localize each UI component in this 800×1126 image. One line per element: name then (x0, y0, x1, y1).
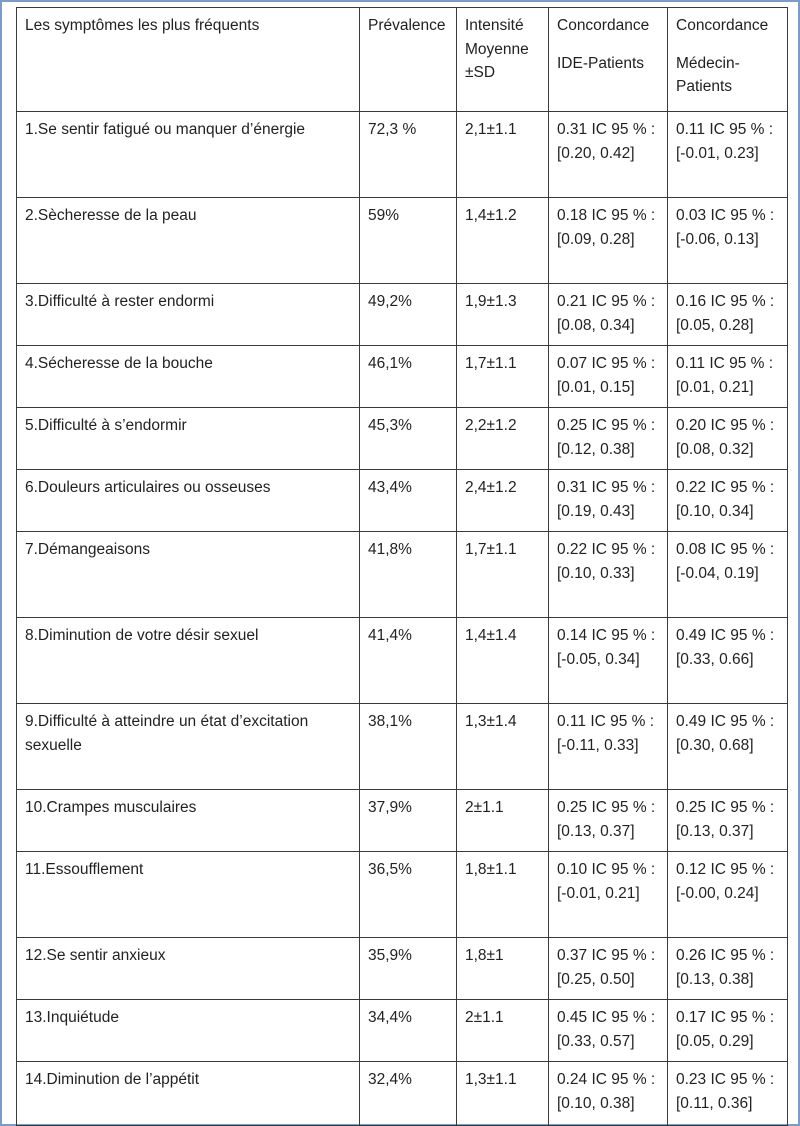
header-concordance-ide-line-2: IDE-Patients (557, 54, 645, 72)
cell-concordance-ide: 0.24 IC 95 % : [0.10, 0.38] (549, 1062, 668, 1126)
cell-symptom: 6.Douleurs articulaires ou osseuses (17, 470, 360, 532)
header-spacer (676, 38, 782, 52)
cell-intensity: 1,3±1.1 (457, 1062, 549, 1126)
cell-prevalence: 45,3% (360, 408, 457, 470)
cell-prevalence: 32,4% (360, 1062, 457, 1126)
cell-concordance-medecin: 0.12 IC 95 % : [-0.00, 0.24] (668, 852, 788, 938)
cell-concordance-ide: 0.45 IC 95 % : [0.33, 0.57] (549, 1000, 668, 1062)
cell-symptom: 12.Se sentir anxieux (17, 938, 360, 1000)
cell-intensity: 1,3±1.4 (457, 704, 549, 790)
header-concordance-ide (549, 8, 668, 112)
cell-intensity: 2±1.1 (457, 790, 549, 852)
table-row (17, 198, 788, 284)
cell-concordance-ide: 0.22 IC 95 % : [0.10, 0.33] (549, 532, 668, 618)
cell-intensity: 2,2±1.2 (457, 408, 549, 470)
cell-prevalence: 72,3 % (360, 112, 457, 198)
cell-concordance-ide: 0.25 IC 95 % : [0.12, 0.38] (549, 408, 668, 470)
cell-symptom: 8.Diminution de votre désir sexuel (17, 618, 360, 704)
symptoms-table (16, 7, 788, 1126)
header-symptom (17, 8, 360, 112)
cell-concordance-medecin: 0.49 IC 95 % : [0.30, 0.68] (668, 704, 788, 790)
cell-prevalence: 34,4% (360, 1000, 457, 1062)
cell-symptom: 3.Difficulté à rester endormi (17, 284, 360, 346)
cell-prevalence: 59% (360, 198, 457, 284)
table-row (17, 1000, 788, 1062)
cell-symptom: 2.Sècheresse de la peau (17, 198, 360, 284)
cell-prevalence: 38,1% (360, 704, 457, 790)
cell-intensity: 1,7±1.1 (457, 532, 549, 618)
cell-concordance-medecin: 0.22 IC 95 % : [0.10, 0.34] (668, 470, 788, 532)
table-row (17, 1062, 788, 1126)
cell-prevalence: 49,2% (360, 284, 457, 346)
header-concordance-ide-line-1: Concordance (557, 17, 650, 34)
cell-concordance-medecin: 0.11 IC 95 % : [-0.01, 0.23] (668, 112, 788, 198)
header-row (17, 8, 788, 112)
header-intensity-line-2: Moyenne (465, 40, 529, 58)
table-row (17, 408, 788, 470)
cell-concordance-ide: 0.25 IC 95 % : [0.13, 0.37] (549, 790, 668, 852)
cell-intensity: 1,8±1 (457, 938, 549, 1000)
cell-concordance-medecin: 0.03 IC 95 % : [-0.06, 0.13] (668, 198, 788, 284)
header-concordance-medecin-line-2: Médecin- (676, 54, 740, 72)
cell-concordance-ide: 0.10 IC 95 % : [-0.01, 0.21] (549, 852, 668, 938)
cell-intensity: 2,4±1.2 (457, 470, 549, 532)
cell-concordance-medecin: 0.25 IC 95 % : [0.13, 0.37] (668, 790, 788, 852)
cell-intensity: 1,4±1.4 (457, 618, 549, 704)
cell-concordance-ide: 0.37 IC 95 % : [0.25, 0.50] (549, 938, 668, 1000)
cell-concordance-ide: 0.18 IC 95 % : [0.09, 0.28] (549, 198, 668, 284)
header-concordance-medecin-line-1: Concordance (676, 17, 769, 34)
cell-concordance-medecin: 0.20 IC 95 % : [0.08, 0.32] (668, 408, 788, 470)
cell-prevalence: 36,5% (360, 852, 457, 938)
cell-prevalence: 41,8% (360, 532, 457, 618)
header-prevalence-label: Prévalence (368, 17, 446, 34)
table-row (17, 470, 788, 532)
header-symptom-label: Les symptômes les plus fréquents (25, 17, 260, 34)
cell-concordance-ide: 0.31 IC 95 % : [0.19, 0.43] (549, 470, 668, 532)
table-row (17, 532, 788, 618)
cell-concordance-medecin: 0.16 IC 95 % : [0.05, 0.28] (668, 284, 788, 346)
table-row (17, 618, 788, 704)
cell-concordance-medecin: 0.08 IC 95 % : [-0.04, 0.19] (668, 532, 788, 618)
table-row (17, 790, 788, 852)
cell-symptom: 7.Démangeaisons (17, 532, 360, 618)
cell-concordance-ide: 0.14 IC 95 % : [-0.05, 0.34] (549, 618, 668, 704)
cell-intensity: 2±1.1 (457, 1000, 549, 1062)
cell-concordance-ide: 0.07 IC 95 % : [0.01, 0.15] (549, 346, 668, 408)
cell-concordance-ide: 0.31 IC 95 % :[0.20, 0.42] (549, 112, 668, 198)
header-concordance-medecin-line-3: Patients (676, 78, 733, 95)
table-row (17, 852, 788, 938)
header-intensity-line-1: Intensité (465, 17, 524, 34)
table-row (17, 346, 788, 408)
table-row (17, 704, 788, 790)
cell-symptom: 9.Difficulté à atteindre un état d’excitation sexuelle (17, 704, 360, 790)
cell-symptom: 1.Se sentir fatigué ou manquer d’énergie (17, 112, 360, 198)
cell-concordance-medecin: 0.23 IC 95 % : [0.11, 0.36] (668, 1062, 788, 1126)
cell-intensity: 1,8±1.1 (457, 852, 549, 938)
cell-symptom: 4.Sécheresse de la bouche (17, 346, 360, 408)
header-intensity-line-3: ±SD (465, 64, 496, 81)
cell-concordance-medecin: 0.49 IC 95 % : [0.33, 0.66] (668, 618, 788, 704)
cell-concordance-medecin: 0.26 IC 95 % : [0.13, 0.38] (668, 938, 788, 1000)
cell-symptom: 14.Diminution de l’appétit (17, 1062, 360, 1126)
cell-prevalence: 43,4% (360, 470, 457, 532)
table-row (17, 938, 788, 1000)
header-prevalence (360, 8, 457, 112)
header-spacer (557, 38, 662, 52)
cell-intensity: 1,7±1.1 (457, 346, 549, 408)
cell-intensity: 1,9±1.3 (457, 284, 549, 346)
cell-concordance-ide: 0.21 IC 95 % : [0.08, 0.34] (549, 284, 668, 346)
cell-intensity: 2,1±1.1 (457, 112, 549, 198)
cell-prevalence: 35,9% (360, 938, 457, 1000)
cell-prevalence: 37,9% (360, 790, 457, 852)
cell-intensity: 1,4±1.2 (457, 198, 549, 284)
header-concordance-medecin (668, 8, 788, 112)
cell-symptom: 5.Difficulté à s’endormir (17, 408, 360, 470)
cell-symptom: 11.Essoufflement (17, 852, 360, 938)
table-row (17, 284, 788, 346)
cell-concordance-medecin: 0.11 IC 95 % : [0.01, 0.21] (668, 346, 788, 408)
table-row (17, 112, 788, 198)
cell-prevalence: 46,1% (360, 346, 457, 408)
cell-concordance-ide: 0.11 IC 95 % : [-0.11, 0.33] (549, 704, 668, 790)
cell-prevalence: 41,4% (360, 618, 457, 704)
cell-symptom: 13.Inquiétude (17, 1000, 360, 1062)
cell-symptom: 10.Crampes musculaires (17, 790, 360, 852)
cell-concordance-medecin: 0.17 IC 95 % : [0.05, 0.29] (668, 1000, 788, 1062)
header-intensity (457, 8, 549, 112)
